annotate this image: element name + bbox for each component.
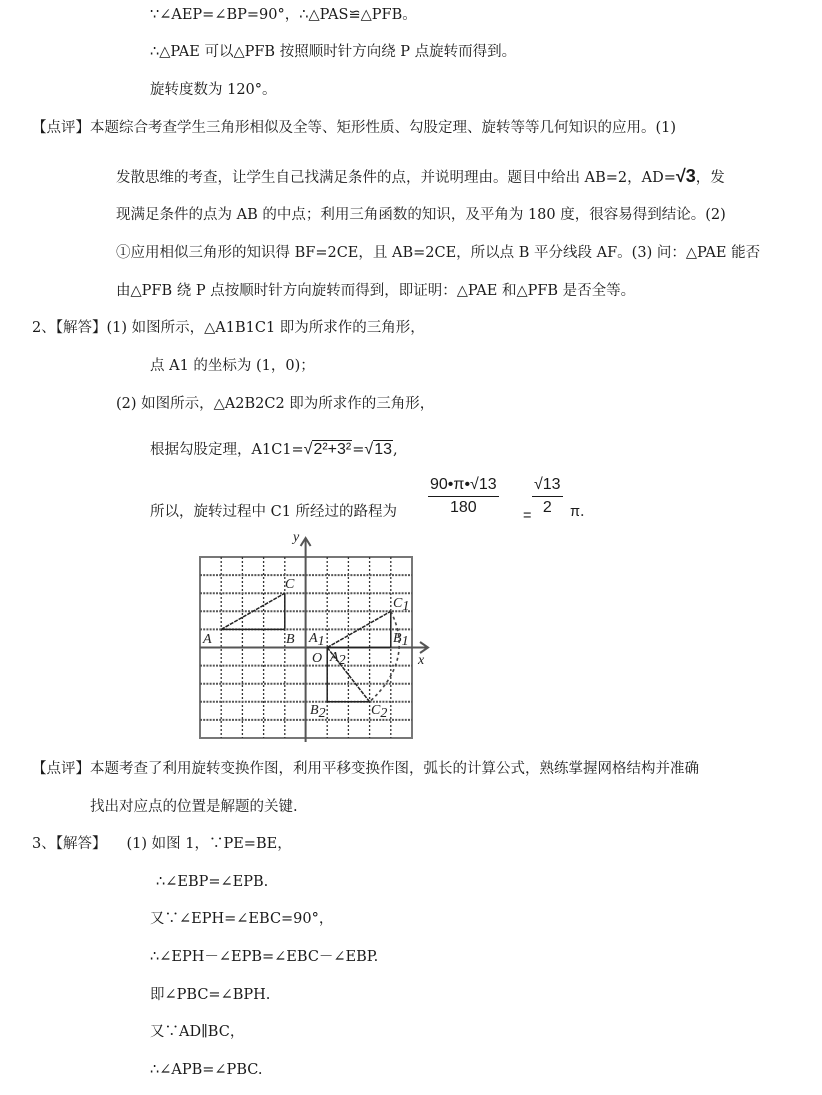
rotation-arc xyxy=(370,611,400,702)
pythag-prefix: 根据勾股定理，A1C1= xyxy=(150,442,304,458)
equals-sign: = xyxy=(352,442,365,458)
comment-text: 本题综合考查学生三角形相似及全等、矩形性质、勾股定理、旋转等等几何知识的应用。(1) xyxy=(90,120,677,136)
comment-text: ，发 xyxy=(695,170,725,186)
comment-label: 【点评】 xyxy=(32,761,90,777)
proof-line: ∴△PAE 可以△PFB 按照顺时针方向绕 P 点旋转而得到。 xyxy=(150,44,517,60)
answer-label: 【解答】 xyxy=(55,320,107,336)
proof-line: 又∵∠EPH=∠EBC=90°， xyxy=(150,911,334,927)
numerator: √13 xyxy=(532,474,563,497)
denominator: 2 xyxy=(542,499,552,516)
equals-sign: = xyxy=(523,508,532,524)
origin-label: O xyxy=(312,651,323,666)
label-c: C xyxy=(285,577,295,592)
proof-line: ∵∠AEP=∠BP=90°，∴△PAS≌△PFB。 xyxy=(150,7,417,23)
radicand: 2²+3² xyxy=(313,441,352,458)
answer-line: (2) 如图所示，△A2B2C2 即为所求作的三角形， xyxy=(116,396,435,412)
label-a: A xyxy=(203,632,212,647)
label-b2: B2 xyxy=(310,703,326,721)
radicand: 13 xyxy=(374,441,392,458)
answer-3-header xyxy=(32,834,292,854)
comment-line: ①应用相似三角形的知识得 BF=2CE，且 AB=2CE，所以点 B 平分线段 AF。(3) 问：△PAE 能否 xyxy=(116,245,761,261)
arc-length-line: 所以，旋转过程中 C1 所经过的路程为 xyxy=(150,504,398,520)
comment-text: 发散思维的考查，让学生自己找满足条件的点，并说明理由。题目中给出 AB=2，AD= xyxy=(116,170,676,186)
sqrt-expression: √2²+3² xyxy=(303,441,352,458)
question-number: 2、 xyxy=(32,320,56,336)
label-a1: A1 xyxy=(309,631,325,649)
comment-line: 现满足条件的点为 AB 的中点；利用三角函数的知识，及平角为 180 度，很容易得到结论。(2) xyxy=(116,207,726,223)
label-b: B xyxy=(286,632,295,647)
comment-line: 找出对应点的位置是解题的关键. xyxy=(90,799,298,815)
comment-line: 由△PFB 绕 P 点按顺时针方向旋转而得到，即证明：△PAE 和△PFB 是否全等。 xyxy=(116,283,636,299)
proof-line: 又∵AD∥BC， xyxy=(150,1024,245,1040)
triangle-a1b1c1 xyxy=(327,611,391,647)
answer-text: (1) 如图所示，△A1B1C1 即为所求作的三角形， xyxy=(106,320,425,336)
answer-line: 点 A1 的坐标为 (1，0)； xyxy=(150,358,315,374)
proof-line: 旋转度数为 120°。 xyxy=(150,82,277,98)
comma: , xyxy=(392,442,398,458)
label-c2: C2 xyxy=(371,703,388,721)
comment-block-2 xyxy=(32,759,699,779)
label-a2: A2 xyxy=(330,650,346,668)
label-b1: B1 xyxy=(393,631,409,649)
proof-line: ∴∠APB=∠PBC. xyxy=(150,1062,263,1078)
numerator: 90•π•√13 xyxy=(428,474,499,497)
sqrt-13: √13 xyxy=(364,441,392,458)
sqrt-3: √3 xyxy=(675,166,696,186)
answer-label: 【解答】 xyxy=(55,836,107,852)
x-axis-label: x xyxy=(418,653,425,668)
denominator: 180 xyxy=(449,499,477,516)
question-number: 3、 xyxy=(32,836,56,852)
answer-text: (1) 如图 1，∵PE=BE， xyxy=(126,836,292,852)
proof-line: ∴∠EBP=∠EPB. xyxy=(156,874,269,890)
pi-suffix: π． xyxy=(570,504,595,520)
y-axis-label: y xyxy=(293,530,300,545)
proof-line: 即∠PBC=∠BPH. xyxy=(150,987,271,1003)
radicand: 3 xyxy=(685,166,696,186)
label-c1: C1 xyxy=(393,596,410,614)
proof-line: ∴∠EPH－∠EPB=∠EBC－∠EBP. xyxy=(150,949,379,965)
comment-label: 【点评】 xyxy=(32,120,90,136)
comment-text: 本题考查了利用旋转变换作图，利用平移变换作图，弧长的计算公式，熟练掌握网格结构并准确 xyxy=(90,761,699,777)
